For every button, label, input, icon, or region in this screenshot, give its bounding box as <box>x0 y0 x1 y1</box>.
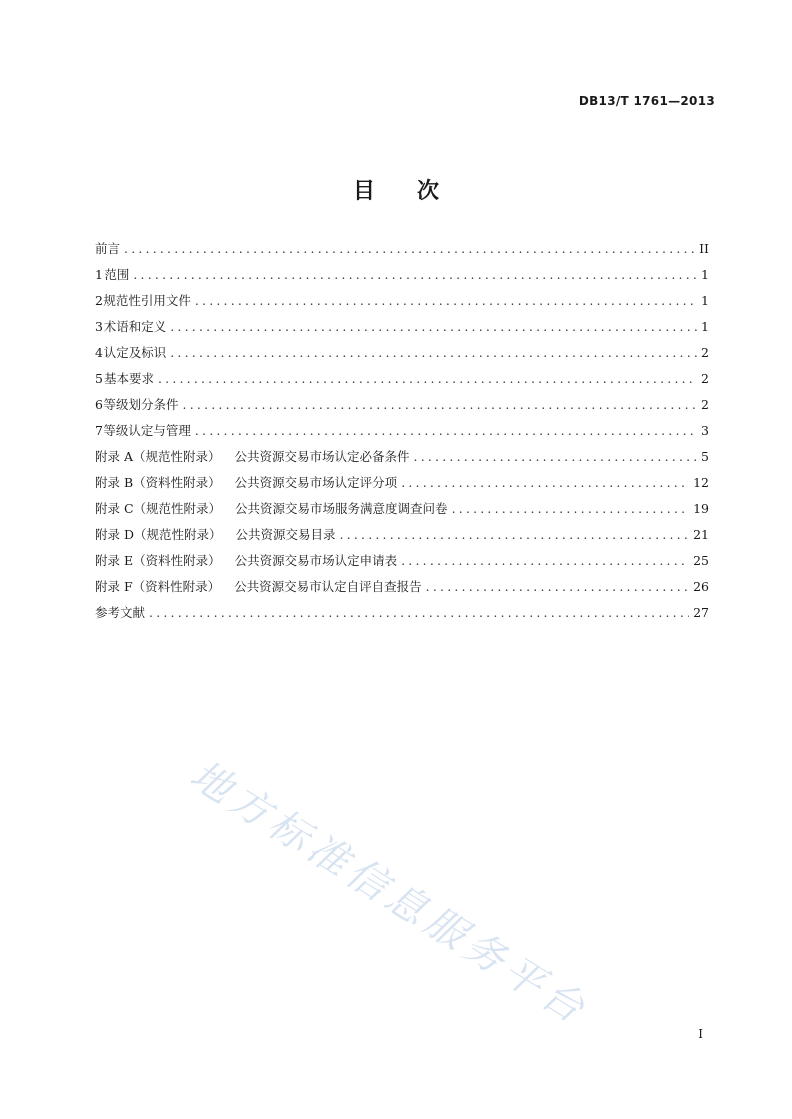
annex-description: 公共资源交易市场服务满意度调查问卷 <box>235 501 448 516</box>
toc-entry-scope[interactable] <box>95 262 709 288</box>
toc-entry-number: 4 <box>95 345 103 360</box>
annex-description: 公共资源交易市场认定申请表 <box>234 553 398 568</box>
toc-entry-label: 基本要求 <box>103 371 154 386</box>
toc-entry-annex-d[interactable] <box>95 522 709 548</box>
toc-entry-label: 等级划分条件 <box>103 397 179 412</box>
toc-entry-label: 参考文献 <box>95 605 146 620</box>
toc-entry-label: 规范性引用文件 <box>103 293 191 308</box>
toc-page-number: 25 <box>693 553 709 568</box>
toc-entry-bibliography[interactable] <box>95 600 709 626</box>
annex-label: 附录 D（规范性附录） <box>95 527 222 542</box>
toc-page-number: 1 <box>701 293 709 308</box>
toc-page-number: 26 <box>693 579 709 594</box>
toc-entry-annex-a[interactable] <box>95 444 709 470</box>
annex-label: 附录 E（资料性附录） <box>95 553 221 568</box>
toc-entry-label: 范围 <box>104 267 130 282</box>
toc-leader-dots <box>158 366 697 392</box>
annex-description: 公共资源交易目录 <box>235 527 336 542</box>
annex-label: 附录 A（规范性附录） <box>95 449 221 464</box>
toc-page-number: 5 <box>701 449 709 464</box>
annex-label: 附录 F（资料性附录） <box>95 579 221 594</box>
toc-page-number: 2 <box>701 345 709 360</box>
annex-label: 附录 C（规范性附录） <box>95 501 222 516</box>
toc-page-number: 12 <box>693 475 709 490</box>
toc-entry-number: 6 <box>95 397 103 412</box>
toc-entry-label <box>95 470 397 496</box>
toc-entry-basic-requirements[interactable] <box>95 366 709 392</box>
toc-leader-dots <box>401 548 689 574</box>
toc-entry-certification-marking[interactable] <box>95 340 709 366</box>
toc-entry-number: 5 <box>95 371 103 386</box>
toc-entry-label: 前言 <box>95 241 121 256</box>
toc-entry-annex-c[interactable] <box>95 496 709 522</box>
toc-leader-dots <box>401 470 689 496</box>
toc-leader-dots <box>170 340 697 366</box>
toc-entry-number: 1 <box>95 267 103 282</box>
toc-entry-grade-management[interactable] <box>95 418 709 444</box>
annex-description: 公共资源交易市场认定必备条件 <box>234 449 410 464</box>
toc-leader-dots <box>195 418 697 444</box>
toc-leader-dots <box>170 314 697 340</box>
toc-leader-dots <box>195 288 697 314</box>
title-char-2: 次 <box>417 179 440 204</box>
toc-entry-annex-b[interactable] <box>95 470 709 496</box>
toc-entry-normative-references[interactable] <box>95 288 709 314</box>
toc-page-number: 1 <box>701 319 709 334</box>
toc-page-number: 2 <box>701 397 709 412</box>
toc-entry-number: 7 <box>95 423 103 438</box>
toc-entry-label <box>95 574 422 600</box>
toc-entry-label: 等级认定与管理 <box>103 423 191 438</box>
toc-entry-number: 3 <box>95 319 103 334</box>
toc-leader-dots <box>340 522 690 548</box>
annex-label: 附录 B（资料性附录） <box>95 475 221 490</box>
toc-entry-grade-conditions[interactable] <box>95 392 709 418</box>
watermark-text: 地方标准信息服务平台 <box>181 751 597 1035</box>
toc-entry-label <box>95 548 397 574</box>
toc-entry-number: 2 <box>95 293 103 308</box>
toc-leader-dots <box>183 392 697 418</box>
toc-leader-dots <box>414 444 697 470</box>
toc-leader-dots <box>149 600 689 626</box>
page-title <box>0 174 792 205</box>
toc-entry-label <box>95 444 410 470</box>
annex-description: 公共资源交易市认定自评自查报告 <box>234 579 422 594</box>
table-of-contents <box>95 236 709 626</box>
toc-page-number: 3 <box>701 423 709 438</box>
toc-page-number: 2 <box>701 371 709 386</box>
toc-entry-terms-definitions[interactable] <box>95 314 709 340</box>
toc-page-number: 19 <box>693 501 709 516</box>
toc-page-number: 1 <box>701 267 709 282</box>
standard-code: DB13/T 1761—2013 <box>578 94 715 108</box>
toc-page-number: 21 <box>693 527 709 542</box>
toc-entry-label: 术语和定义 <box>103 319 167 334</box>
page-number: I <box>698 1027 703 1041</box>
toc-entry-label: 认定及标识 <box>103 345 167 360</box>
toc-page-number: II <box>699 241 709 256</box>
toc-entry-annex-e[interactable] <box>95 548 709 574</box>
toc-leader-dots <box>452 496 690 522</box>
toc-entry-label <box>95 522 336 548</box>
annex-description: 公共资源交易市场认定评分项 <box>234 475 398 490</box>
toc-entry-foreword[interactable] <box>95 236 709 262</box>
title-char-1: 目 <box>352 179 375 204</box>
toc-leader-dots <box>124 236 695 262</box>
toc-page-number: 27 <box>693 605 709 620</box>
toc-entry-annex-f[interactable] <box>95 574 709 600</box>
toc-leader-dots <box>426 574 689 600</box>
toc-leader-dots <box>133 262 697 288</box>
toc-entry-label <box>95 496 448 522</box>
